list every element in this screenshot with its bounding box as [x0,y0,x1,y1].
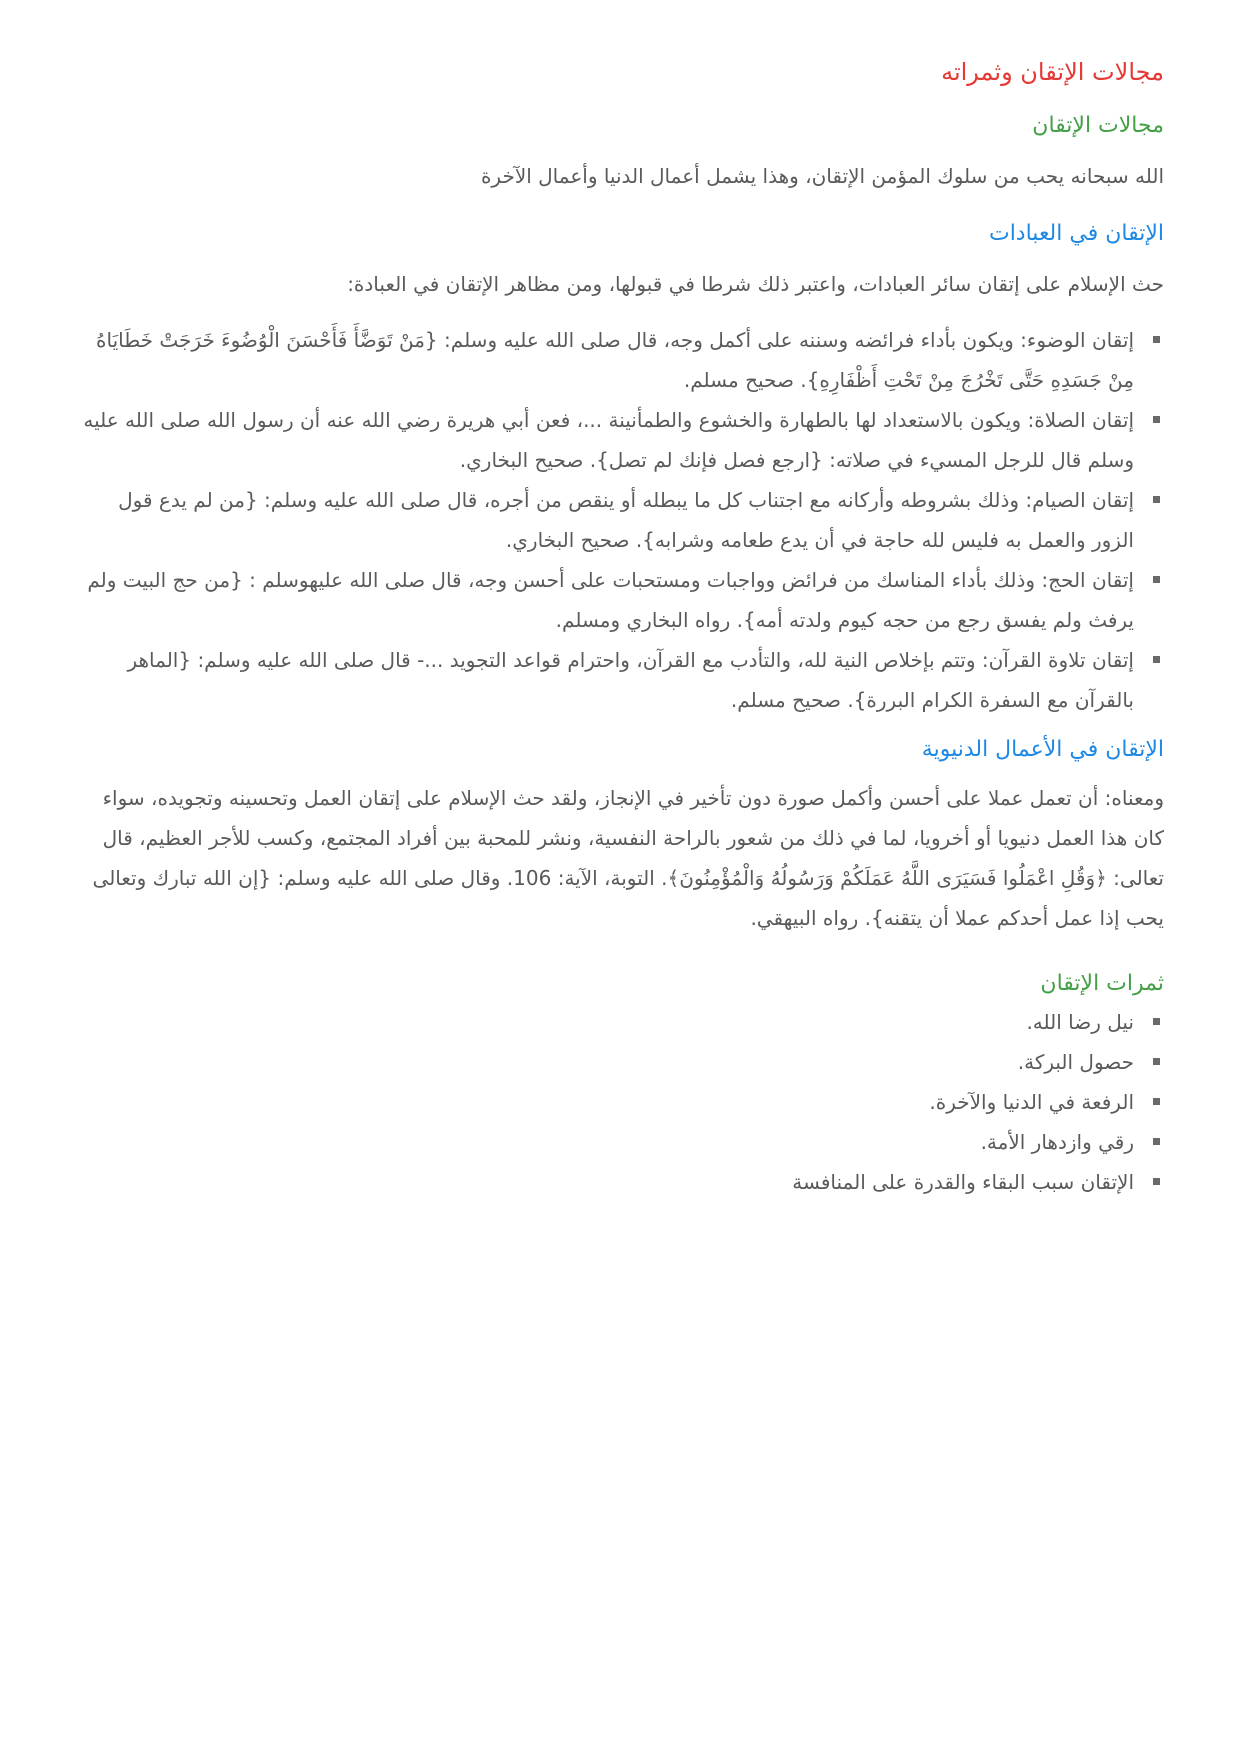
list-item [78,480,1134,560]
square-bullet-icon [1153,416,1160,423]
fruit-item: الإتقان سبب البقاء والقدرة على المنافسة [792,1170,1134,1194]
square-bullet-icon [1153,1018,1160,1025]
list-item [78,400,1134,480]
list-item [78,1002,1134,1042]
fruit-item: الرفعة في الدنيا والآخرة. [929,1090,1134,1114]
square-bullet-icon [1153,1178,1160,1185]
worldly-text: ومعناه: أن تعمل عملا على أحسن وأكمل صورة دون تأخير في الإنجاز، ولقد حث الإسلام على إتقان العمل وتحسينه وتجويده، سواء كان هذا العمل دنيويا أو أخرويا، لما في ذلك من شعور بالراحة النفسية، ونشر للمحبة بين أفراد المجتمع، وكسب للأجر العظيم، قال تعالى: ﴿وَقُلِ اعْمَلُوا فَسَيَرَى اللَّهُ عَمَلَكُمْ وَرَسُولُهُ وَالْمُؤْمِنُونَ﴾. التوبة، الآية: 106. وقال صلى الله عليه وسلم: {إن الله تبارك وتعالى يحب إذا عمل أحدكم عملا أن يتقنه}. رواه البيهقي. [92,786,1164,930]
list-item [78,1122,1134,1162]
fields-intro: الله سبحانه يحب من سلوك المؤمن الإتقان، وهذا يشمل أعمال الدنيا وأعمال الآخرة [480,164,1164,188]
square-bullet-icon [1153,1058,1160,1065]
worship-item-ablution: إتقان الوضوء: ويكون بأداء فرائضه وسننه على أكمل وجه، قال صلى الله عليه وسلم: {مَنْ تَوَضَّأَ فَأَحْسَنَ الْوُضُوءَ خَرَجَتْ خَطَايَاهُ مِنْ جَسَدِهِ حَتَّى تَخْرُجَ مِنْ تَحْتِ أَظْفَارِهِ}. صحيح مسلم. [96,328,1134,392]
fruits-heading: ثمرات الإتقان [1040,971,1164,996]
list-item [78,1162,1134,1202]
worship-item-quran: إتقان تلاوة القرآن: وتتم بإخلاص النية لله، والتأدب مع القرآن، واحترام قواعد التجويد ...- قال صلى الله عليه وسلم: {الماهر بالقرآن مع السفرة الكرام البررة}. صحيح مسلم. [127,648,1134,712]
worship-item-fasting: إتقان الصيام: وذلك بشروطه وأركانه مع اجتناب كل ما يبطله أو ينقص من أجره، قال صلى الله عليه وسلم: {من لم يدع قول الزور والعمل به فليس لله حاجة في أن يدع طعامه وشرابه}. صحيح البخاري. [118,488,1134,552]
worldly-heading: الإتقان في الأعمال الدنيوية [921,737,1164,762]
square-bullet-icon [1153,1138,1160,1145]
fields-heading: مجالات الإتقان [1032,113,1164,138]
list-item [78,560,1134,640]
list-item [78,1082,1134,1122]
worship-intro: حث الإسلام على إتقان سائر العبادات، واعتبر ذلك شرطا في قبولها، ومن مظاهر الإتقان في العبادة: [347,272,1164,296]
worship-item-hajj: إتقان الحج: وذلك بأداء المناسك من فرائض وواجبات ومستحبات على أحسن وجه، قال صلى الله عليهوسلم : {من حج البيت ولم يرفث ولم يفسق رجع من حجه كيوم ولدته أمه}. رواه البخاري ومسلم. [87,568,1134,632]
worship-heading: الإتقان في العبادات [988,221,1164,246]
list-item [78,1042,1134,1082]
square-bullet-icon [1153,336,1160,343]
square-bullet-icon [1153,496,1160,503]
worship-item-prayer: إتقان الصلاة: ويكون بالاستعداد لها بالطهارة والخشوع والطمأنينة ...، فعن أبي هريرة رضي الله عنه أن رسول الله صلى الله عليه وسلم قال للرجل المسيء في صلاته: {ارجع فصل فإنك لم تصل}. صحيح البخاري. [83,408,1134,472]
list-item [78,320,1134,400]
fruits-list [78,1002,1164,1202]
square-bullet-icon [1153,1098,1160,1105]
fruit-item: رقي وازدهار الأمة. [980,1130,1134,1154]
list-item [78,640,1134,720]
fruit-item: حصول البركة. [1017,1050,1134,1074]
fruit-item: نيل رضا الله. [1026,1010,1134,1034]
square-bullet-icon [1153,656,1160,663]
worship-list [78,320,1164,720]
page-title: مجالات الإتقان وثمراته [941,58,1164,86]
square-bullet-icon [1153,576,1160,583]
